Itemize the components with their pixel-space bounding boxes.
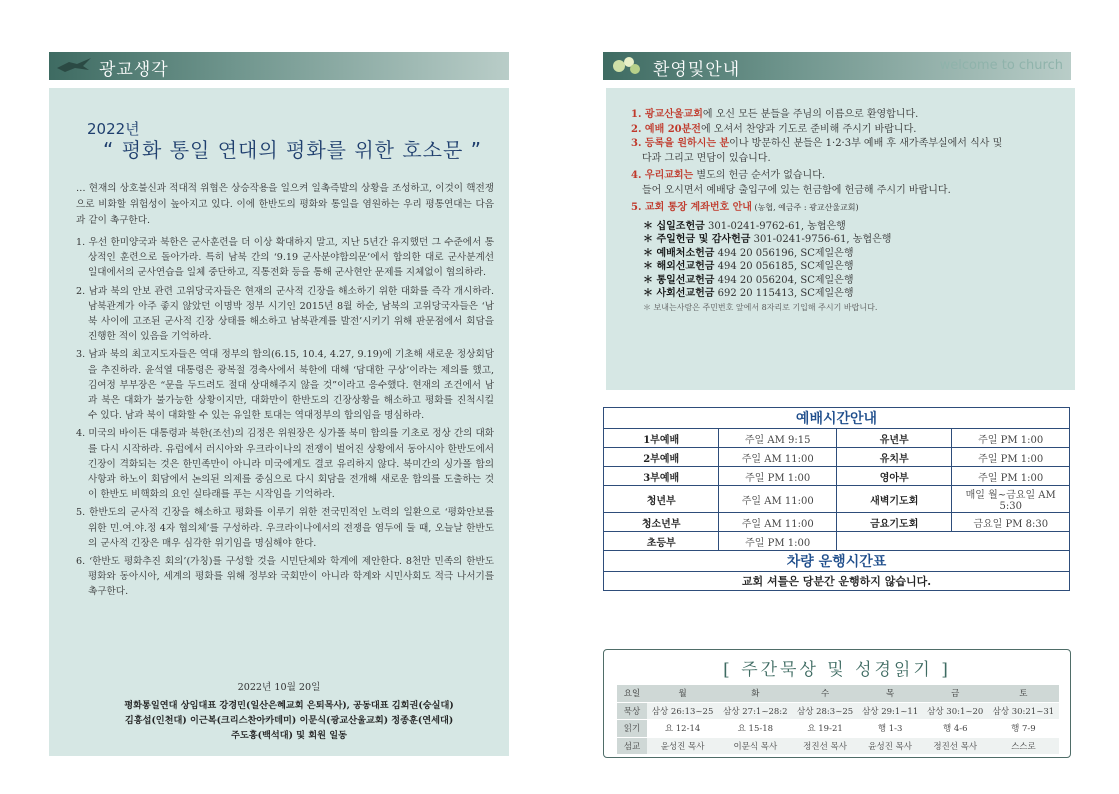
weekly-table xyxy=(617,685,1059,755)
table-row: 청년부 주일 AM 11:00 새벽기도회 매일 월~금요일 AM 5:30 xyxy=(604,486,1070,513)
table-row: 읽기 요 12-14 요 15-18 요 19-21 행 1-3 행 4-6 행 7-9 xyxy=(617,720,1059,738)
appeal-item: 4. 미국의 바이든 대통령과 북한(조선)의 김정은 위원장은 싱가폴 북미 합의를 기초로 정상 간의 대화를 다시 시작하라. 유럽에서 러시아와 우크라이나의 전쟁이 벌어진 상황에서 동아시아 한반도에서 긴장이 격화되는 것은 한민족만이 아니라 미국에게도 결코 유리하지 않다. 북미간의 싱가폴 합의 사항과 하노이 회담에서 논의된 의제를 중심으로 다시 회담을 전개해 새로운 합의를 도출하는 것이 한반도 비핵화의 요인 실타래를 푸는 시작임을 기억하라. xyxy=(76,428,494,501)
table-row: 초등부 주일 PM 1:00 xyxy=(604,532,1070,551)
table-row: 2부예배 주일 AM 11:00 유치부 주일 PM 1:00 xyxy=(604,448,1070,467)
bird-icon xyxy=(55,56,95,76)
table-row: 묵상 삼상 26:13~25 삼상 27:1~28:2 삼상 28:3~25 삼상 29:1~11 삼상 30:1~20 삼상 30:21~31 xyxy=(617,702,1059,720)
appeal-title: “ 평화 통일 연대의 평화를 위한 호소문 ” xyxy=(103,138,483,162)
table-row: 청소년부 주일 AM 11:00 금요기도회 금요일 PM 8:30 xyxy=(604,513,1070,532)
notice-panel xyxy=(606,88,1075,390)
signatory-line: 평화통일연대 상임대표 강경민(일산은혜교회 은퇴목사), 공동대표 김회권(숭실대) xyxy=(124,700,454,711)
appeal-item: 6. ‘한반도 평화추진 회의’(가칭)를 구성할 것을 시민단체와 학계에 제안한다. 8천만 민족의 한반도 평화와 동아시아, 세계의 평화를 위해 정부와 국회만이 아니라 학계와 시민사회도 적극 나서기를 촉구한다. xyxy=(76,556,494,598)
notice-item-continued: 들어 오시면서 예배당 출입구에 있는 헌금함에 헌금해 주시기 바랍니다. xyxy=(642,184,951,196)
appeal-panel xyxy=(49,88,509,756)
notice-list xyxy=(631,108,1066,314)
right-section-title: 환영및안내 xyxy=(653,60,741,80)
appeal-intro: … 현재의 상호불신과 적대적 위협은 상승작용을 일으켜 일촉즉발의 상황을 조성하고, 이것이 핵전쟁으로 비화할 위험성이 높아지고 있다. 이에 한반도의 평화와 통일을 염원하는 우리 평통연대는 다음과 같이 촉구한다. xyxy=(76,183,494,226)
appeal-item: 2. 남과 북의 안보 관련 고위당국자들은 현재의 군사적 긴장을 해소하기 위한 대화를 즉각 개시하라. 남북관계가 아주 좋지 않았던 이명박 정부 시기인 2015년 8월 하순, 남북의 고위당국자들은 ‘남북 사이에 고조된 군사적 긴장 상태를 해소하고 남북관계를 발전’시키기 위해 판문점에서 회담을 진행한 적이 있음을 기억하라. xyxy=(76,285,494,343)
left-section-header xyxy=(49,52,509,80)
table-row: 1부예배 주일 AM 9:15 유년부 주일 PM 1:00 xyxy=(604,429,1070,448)
table-row: 섬교 윤성진 목사 이문식 목사 정진선 목사 윤성진 목사 정진선 목사 스스로 xyxy=(617,737,1059,755)
weekly-reading-panel xyxy=(603,649,1071,758)
schedule-title: 예배시간안내 xyxy=(604,408,1070,429)
appeal-year: 2022년 xyxy=(87,120,140,138)
worship-schedule-table xyxy=(603,407,1070,591)
account-item: ＊ 사회선교헌금 692 20 115413, SC제일은행 xyxy=(643,288,854,299)
account-item: ＊ 예배처소헌금 494 20 056196, SC제일은행 xyxy=(643,247,854,259)
left-section-title: 광교생각 xyxy=(99,60,169,80)
account-item: ＊ 십일조헌금 301-0241-9762-61, 농협은행 xyxy=(643,220,846,232)
signatories xyxy=(89,698,489,743)
weekly-title: [ 주간묵상 및 성경읽기 ] xyxy=(723,660,951,680)
account-item: ＊ 해외선교헌금 494 20 056185, SC제일은행 xyxy=(643,261,854,272)
flower-icon xyxy=(609,54,645,78)
bus-note: 교회 셔틀은 당분간 운행하지 않습니다. xyxy=(604,572,1070,591)
signatory-line: 주도홍(백석대) 및 회원 일동 xyxy=(231,730,347,741)
notice-item: 4. 우리교회는 별도의 헌금 순서가 없습니다. xyxy=(631,170,826,181)
notice-item: 1. 광교산울교회에 오신 모든 분들을 주님의 이름으로 환영합니다. xyxy=(631,109,919,120)
notice-item-continued: 다과 그리고 면담이 있습니다. xyxy=(642,152,771,164)
notice-item: 2. 예배 20분전에 오셔서 찬양과 기도로 준비해 주시기 바랍니다. xyxy=(631,123,917,135)
appeal-item: 3. 남과 북의 최고지도자들은 역대 정부의 합의(6.15, 10.4, 4.27, 9.19)에 기초해 새로운 정상회담을 추진하라. 윤석열 대통령은 광복절 경축사에서 북한에 대해 ‘담대한 구상’이라는 제의를 했고, 김여정 부부장은 “문을 두드려도 절대 상대해주지 않을 것”이라고 응수했다. 현재의 조건에서 남과 북은 대화가 불가능한 상황이지만, 대화만이 한반도의 긴장상황을 해소하고 평화를 진척시킬 수 있다. 남과 북이 대화할 수 있는 유일한 토대는 역대정부의 합의임을 명심하라. xyxy=(76,349,494,422)
table-header-row: 요일 월 화 수 목 금 토 xyxy=(617,685,1059,702)
appeal-item: 5. 한반도의 군사적 긴장을 해소하고 평화를 이루기 위한 전국민적인 노력의 일환으로 ‘평화안보를 위한 민.여.야.정 4자 협의체’를 구성하라. 우크라이나에서의 전쟁을 염두에 둘 때, 오늘날 한반도의 군사적 긴장은 매우 심각한 위기임을 명심해야 한다. xyxy=(76,507,494,549)
appeal-list xyxy=(76,235,494,603)
account-item: ＊ 통일선교헌금 494 20 056204, SC제일은행 xyxy=(643,274,854,286)
account-note: ＊ 보내는사람은 주민번호 앞에서 8자리로 기입해 주시기 바랍니다. xyxy=(643,302,878,312)
signatory-line: 김흥섭(인천대) 이근복(크리스찬아카데미) 이문식(광교산울교회) 정종훈(연세대) xyxy=(124,715,454,726)
appeal-item: 1. 우선 한미양국과 북한은 군사훈련을 더 이상 확대하지 말고, 지난 5년간 유지했던 그 수준에서 통상적인 훈련으로 돌아가라. 특히 남북 간의 ‘9.19 군사분야합의문’에서 합의한 대로 군사분계선 일대에서의 군사연습을 일체 중단하고, 직통전화 등을 통해 군사현안 문제를 지체없이 협의하라. xyxy=(76,237,494,279)
notice-item: 3. 등록을 원하시는 분이나 방문하신 분들은 1·2·3부 예배 후 새가족부실에서 식사 및 xyxy=(631,138,1003,149)
notice-item: 5. 교회 통장 계좌번호 안내 (농협, 예금주 : 광교산울교회) xyxy=(631,202,859,213)
table-row: 3부예배 주일 PM 1:00 영아부 주일 PM 1:00 xyxy=(604,467,1070,486)
worship-schedule xyxy=(603,407,1070,591)
right-section-subtitle: welcome to church xyxy=(939,58,1063,73)
appeal-date: 2022년 10월 20일 xyxy=(237,682,321,693)
bus-title: 차량 운행시간표 xyxy=(604,551,1070,572)
account-item: ＊ 주일헌금 및 감사헌금 301-0241-9756-61, 농협은행 xyxy=(643,234,892,245)
right-section-header xyxy=(603,52,1071,80)
account-list xyxy=(643,220,1066,315)
